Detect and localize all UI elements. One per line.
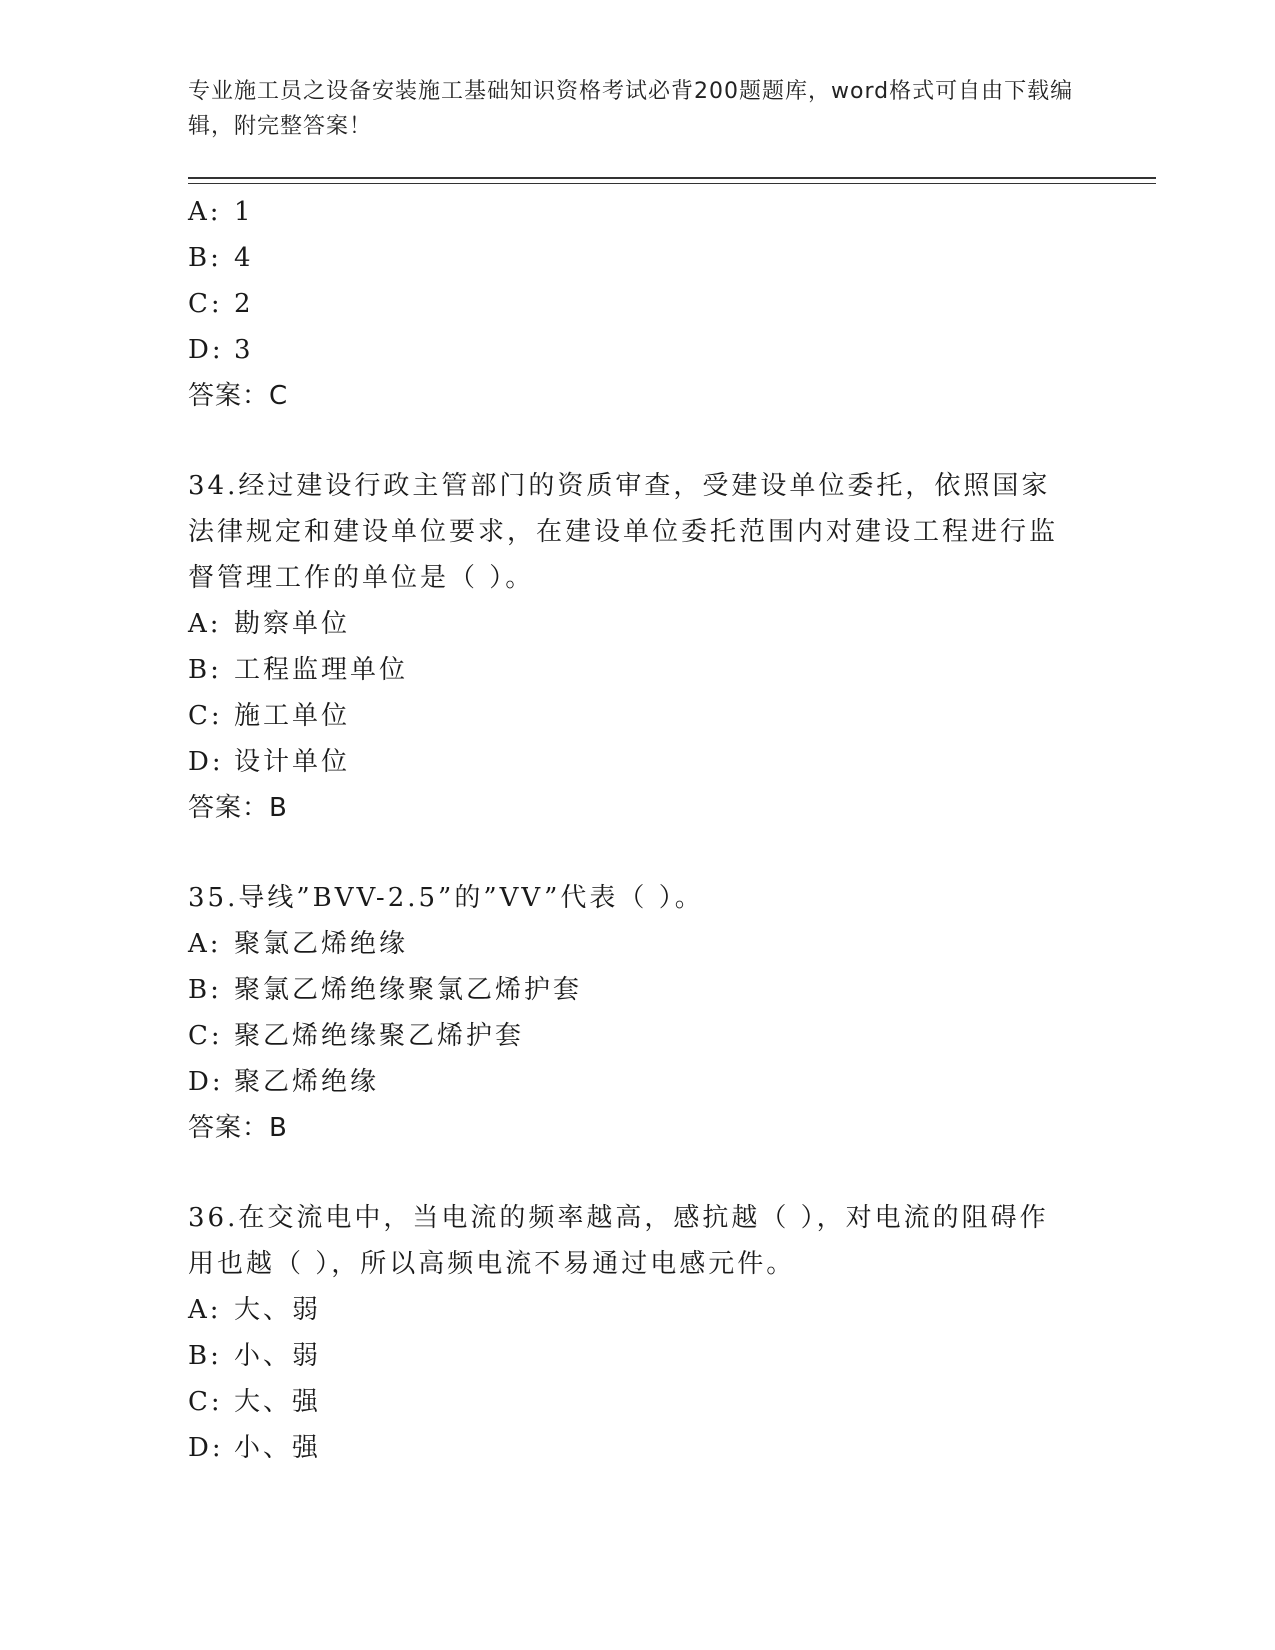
question-text: 36.在交流电中，当电流的频率越高，感抗越（ ），对电流的阻碍作用也越（ ），所以高频电流不易通过电感元件。	[188, 1203, 1049, 1279]
option-c	[188, 1013, 1088, 1059]
option-text: 聚乙烯绝缘聚乙烯护套	[234, 1021, 525, 1051]
option-b	[188, 967, 1088, 1013]
header-rule-thick	[188, 177, 1156, 179]
option-a	[188, 189, 1088, 235]
option-c	[188, 1379, 1088, 1425]
document-header: 专业施工员之设备安装施工基础知识资格考试必背200题题库，word格式可自由下载编辑，附完整答案！	[188, 79, 1074, 139]
option-text: 1	[234, 197, 254, 227]
option-letter: D:	[188, 335, 224, 365]
prev-question-block	[188, 189, 1088, 419]
answer-line: 答案：B	[188, 1113, 288, 1143]
option-a	[188, 601, 1088, 647]
option-text: 聚氯乙烯绝缘聚氯乙烯护套	[234, 975, 583, 1005]
option-text: 设计单位	[234, 747, 351, 777]
option-text: 勘察单位	[234, 609, 351, 639]
option-letter: B:	[188, 655, 222, 685]
option-text: 大、强	[234, 1387, 322, 1417]
option-letter: D:	[188, 747, 224, 777]
option-text: 小、强	[234, 1433, 322, 1463]
option-a	[188, 1287, 1088, 1333]
header-rule-thin	[188, 183, 1156, 184]
option-text: 3	[234, 335, 254, 365]
option-b	[188, 1333, 1088, 1379]
option-letter: D:	[188, 1067, 224, 1097]
option-letter: D:	[188, 1433, 224, 1463]
answer-line: 答案：C	[188, 381, 289, 411]
question-36-block	[188, 1195, 1088, 1471]
option-text: 施工单位	[234, 701, 351, 731]
option-a	[188, 921, 1088, 967]
option-letter: A:	[188, 1295, 222, 1325]
document-body	[188, 189, 1088, 1471]
option-letter: C:	[188, 289, 223, 319]
option-letter: B:	[188, 1341, 222, 1371]
option-letter: A:	[188, 929, 222, 959]
question-35-block	[188, 875, 1088, 1151]
option-letter: C:	[188, 1387, 223, 1417]
option-letter: A:	[188, 609, 222, 639]
option-text: 4	[234, 243, 254, 273]
option-letter: B:	[188, 975, 222, 1005]
option-b	[188, 647, 1088, 693]
option-letter: C:	[188, 1021, 223, 1051]
option-c	[188, 693, 1088, 739]
option-d	[188, 739, 1088, 785]
option-text: 工程监理单位	[234, 655, 409, 685]
option-c	[188, 281, 1088, 327]
option-letter: B:	[188, 243, 222, 273]
option-letter: C:	[188, 701, 223, 731]
option-d	[188, 1059, 1088, 1105]
option-text: 大、弱	[234, 1295, 322, 1325]
option-text: 聚乙烯绝缘	[234, 1067, 380, 1097]
question-text: 35.导线”BVV-2.5”的”VV”代表（ ）。	[188, 883, 704, 913]
option-text: 小、弱	[234, 1341, 322, 1371]
option-d	[188, 327, 1088, 373]
option-text: 2	[234, 289, 254, 319]
answer-line: 答案：B	[188, 793, 288, 823]
question-text: 34.经过建设行政主管部门的资质审查，受建设单位委托，依照国家法律规定和建设单位要求，在建设单位委托范围内对建设工程进行监督管理工作的单位是（ ）。	[188, 471, 1059, 593]
option-letter: A:	[188, 197, 222, 227]
option-text: 聚氯乙烯绝缘	[234, 929, 409, 959]
option-d	[188, 1425, 1088, 1471]
option-b	[188, 235, 1088, 281]
question-34-block	[188, 463, 1088, 831]
